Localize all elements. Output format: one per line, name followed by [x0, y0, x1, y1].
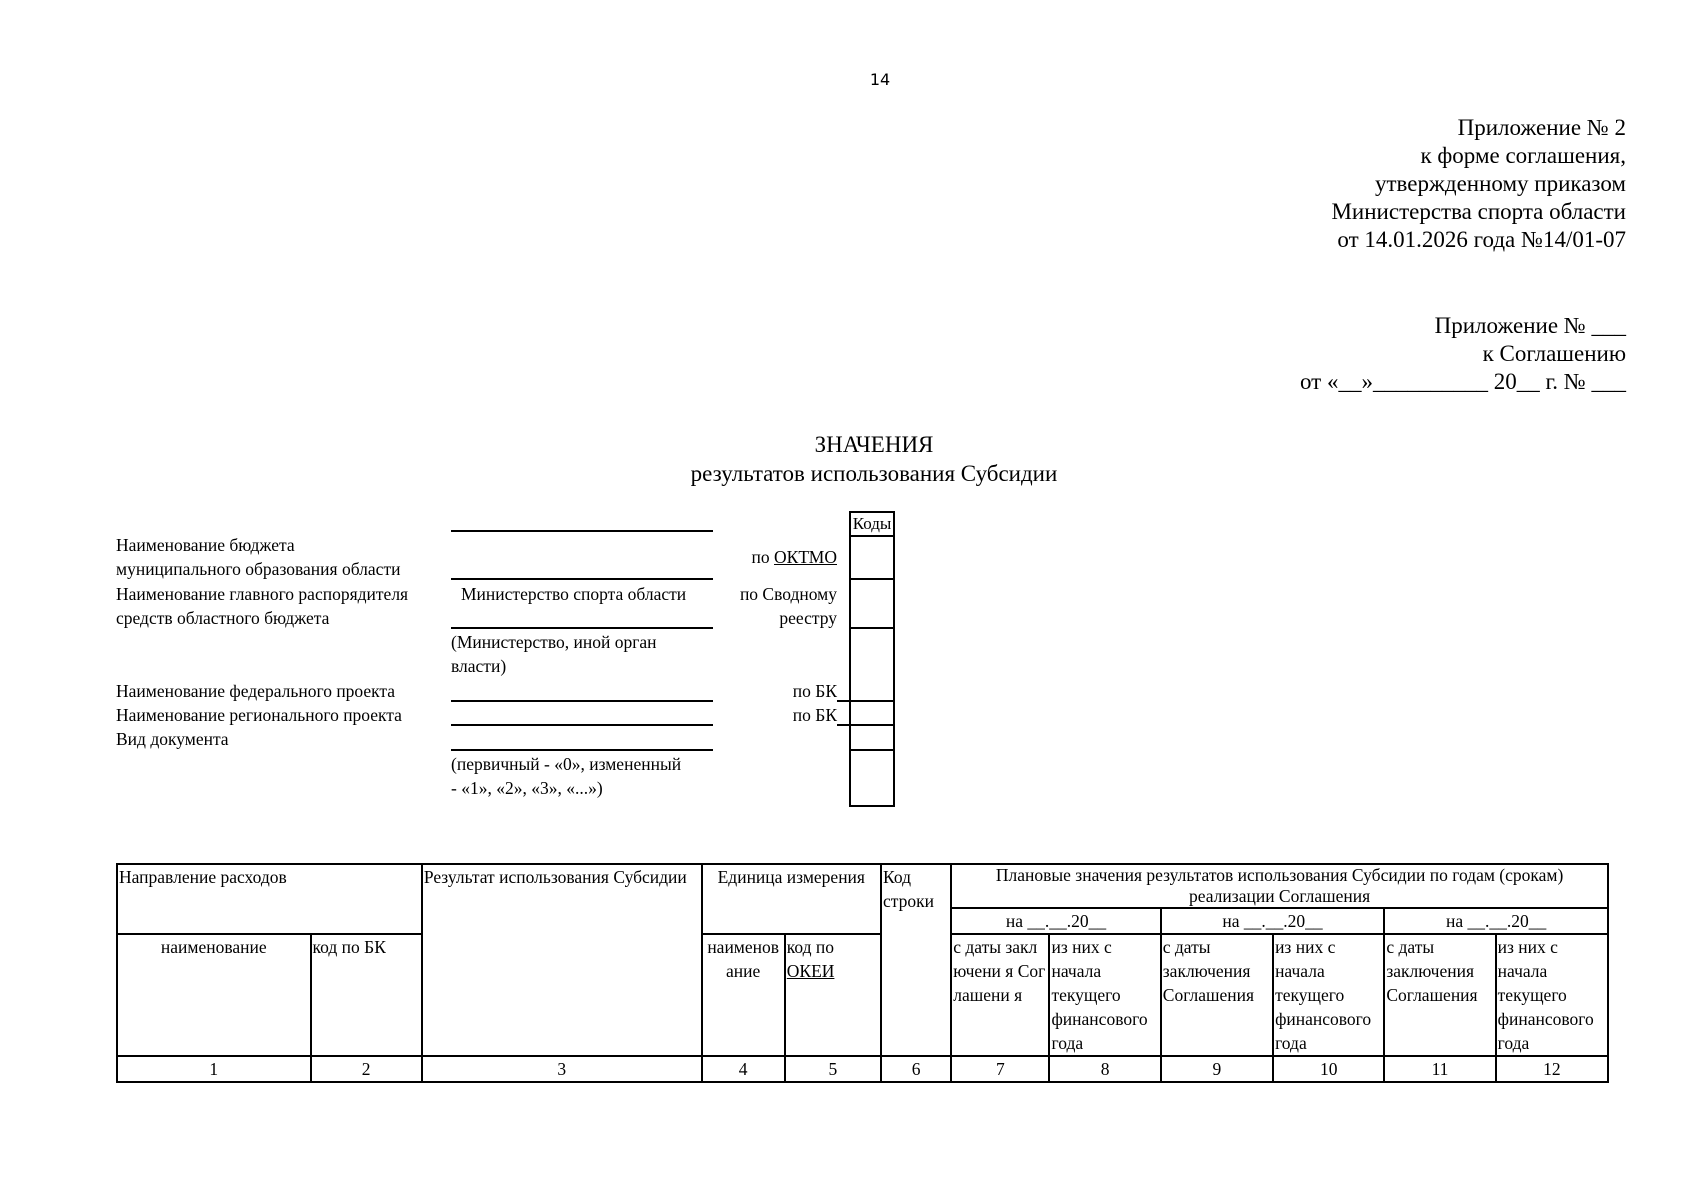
- column-number: 11: [1384, 1056, 1495, 1082]
- approval-line: Приложение № 2: [1457, 115, 1626, 140]
- codes-row-sep: [849, 535, 895, 537]
- column-number: 7: [951, 1056, 1049, 1082]
- header-planned-values: Плановые значения результатов использования Субсидии по годам (срокам) реализации Соглашения: [951, 864, 1608, 908]
- column-number-row: [117, 1056, 1608, 1082]
- header-okei: [785, 934, 881, 1056]
- codes-row-sep: [849, 724, 895, 726]
- grbs-underline: [451, 627, 713, 629]
- regional-project-underline: [451, 724, 713, 726]
- grbs-hint-cont: власти): [451, 656, 507, 676]
- agreement-line: Приложение № ___: [1434, 313, 1626, 338]
- budget-underline-2: [451, 578, 713, 580]
- column-number: 9: [1161, 1056, 1273, 1082]
- header-since-year-start: из них с начала текущего финансового года: [1049, 934, 1160, 1056]
- bk-label-regional: по БК: [792, 705, 837, 725]
- codes-row-sep: [849, 749, 895, 751]
- header-from-date: с даты заключения Соглашения: [1161, 934, 1273, 1056]
- grbs-hint: (Министерство, иной орган: [451, 632, 657, 652]
- column-number: 1: [117, 1056, 311, 1082]
- header-from-date: с даты заключения Соглашения: [1384, 934, 1495, 1056]
- agreement-block: [1300, 312, 1626, 396]
- page-number: 14: [869, 70, 891, 89]
- header-direction: Направление расходов: [117, 864, 422, 934]
- approval-line: к форме соглашения,: [1420, 143, 1626, 168]
- header-code-bk: код по БК: [311, 934, 422, 1056]
- federal-project-underline: [451, 700, 713, 702]
- regional-project-label: Наименование регионального проекта: [116, 705, 402, 725]
- column-number: 6: [881, 1056, 951, 1082]
- grbs-value: Министерство спорта области: [461, 584, 687, 604]
- codes-row-sep: [849, 700, 895, 702]
- header-period: на __.__.20__: [1384, 908, 1608, 934]
- doc-type-hint-cont: - «1», «2», «3», «...»): [451, 778, 603, 798]
- okei-prefix: код по: [786, 937, 835, 957]
- column-number: 10: [1273, 1056, 1384, 1082]
- bk-underline-regional: [837, 724, 849, 726]
- header-row-code: Код строки: [881, 864, 951, 1056]
- title-main: ЗНАЧЕНИЯ: [814, 432, 934, 457]
- approval-line: от 14.01.2026 года №14/01-07: [1337, 227, 1626, 252]
- header-unit: Единица измерения: [702, 864, 881, 934]
- grbs-label-cont: средств областного бюджета: [116, 608, 330, 628]
- header-since-year-start: из них с начала текущего финансового года: [1273, 934, 1384, 1056]
- doc-type-hint: (первичный - «0», измененный: [451, 754, 682, 774]
- budget-underline: [451, 530, 713, 532]
- federal-project-label: Наименование федерального проекта: [116, 681, 396, 701]
- bk-label-federal: по БК: [792, 681, 837, 701]
- codes-row-sep: [849, 627, 895, 629]
- oktmo-code: ОКТМО: [774, 547, 837, 567]
- column-number: 2: [311, 1056, 422, 1082]
- grbs-label: Наименование главного распорядителя: [116, 584, 409, 604]
- header-period: на __.__.20__: [951, 908, 1161, 934]
- header-since-year-start: из них с начала текущего финансового года: [1496, 934, 1608, 1056]
- agreement-line: от «__»__________ 20__ г. № ___: [1299, 369, 1626, 394]
- column-number: 8: [1049, 1056, 1160, 1082]
- bk-underline-federal: [837, 700, 849, 702]
- title-sub: результатов использования Субсидии: [690, 461, 1058, 486]
- document-title: [0, 430, 1698, 488]
- header-unit-name: наименов ание: [702, 934, 785, 1056]
- budget-label: Наименование бюджета: [116, 535, 295, 555]
- codes-box: [849, 511, 895, 807]
- oktmo-label: [700, 545, 837, 569]
- column-number: 3: [422, 1056, 702, 1082]
- header-from-date: с даты заключени я Соглашени я: [951, 934, 1049, 1056]
- table-header-row: [117, 864, 1608, 908]
- table-header-row: [117, 934, 1608, 1056]
- doc-type-label: Вид документа: [116, 729, 229, 749]
- approval-block: [1331, 114, 1626, 254]
- header-name: наименование: [117, 934, 311, 1056]
- registry-label-cont: реестру: [779, 608, 837, 628]
- registry-label: по Сводному: [739, 584, 837, 604]
- budget-label-cont: муниципального образования области: [116, 559, 401, 579]
- approval-line: Министерства спорта области: [1331, 199, 1626, 224]
- column-number: 4: [702, 1056, 785, 1082]
- okei-code: ОКЕИ: [786, 961, 835, 981]
- header-period: на __.__.20__: [1161, 908, 1385, 934]
- column-number: 12: [1496, 1056, 1608, 1082]
- approval-line: утвержденному приказом: [1375, 171, 1626, 196]
- doc-type-underline: [451, 749, 713, 751]
- codes-label: Коды: [852, 514, 892, 533]
- agreement-line: к Соглашению: [1482, 341, 1626, 366]
- codes-row-sep: [849, 578, 895, 580]
- results-table: [116, 863, 1609, 1083]
- header-result: Результат использования Субсидии: [422, 864, 702, 1056]
- column-number: 5: [785, 1056, 881, 1082]
- oktmo-prefix: по: [751, 547, 775, 567]
